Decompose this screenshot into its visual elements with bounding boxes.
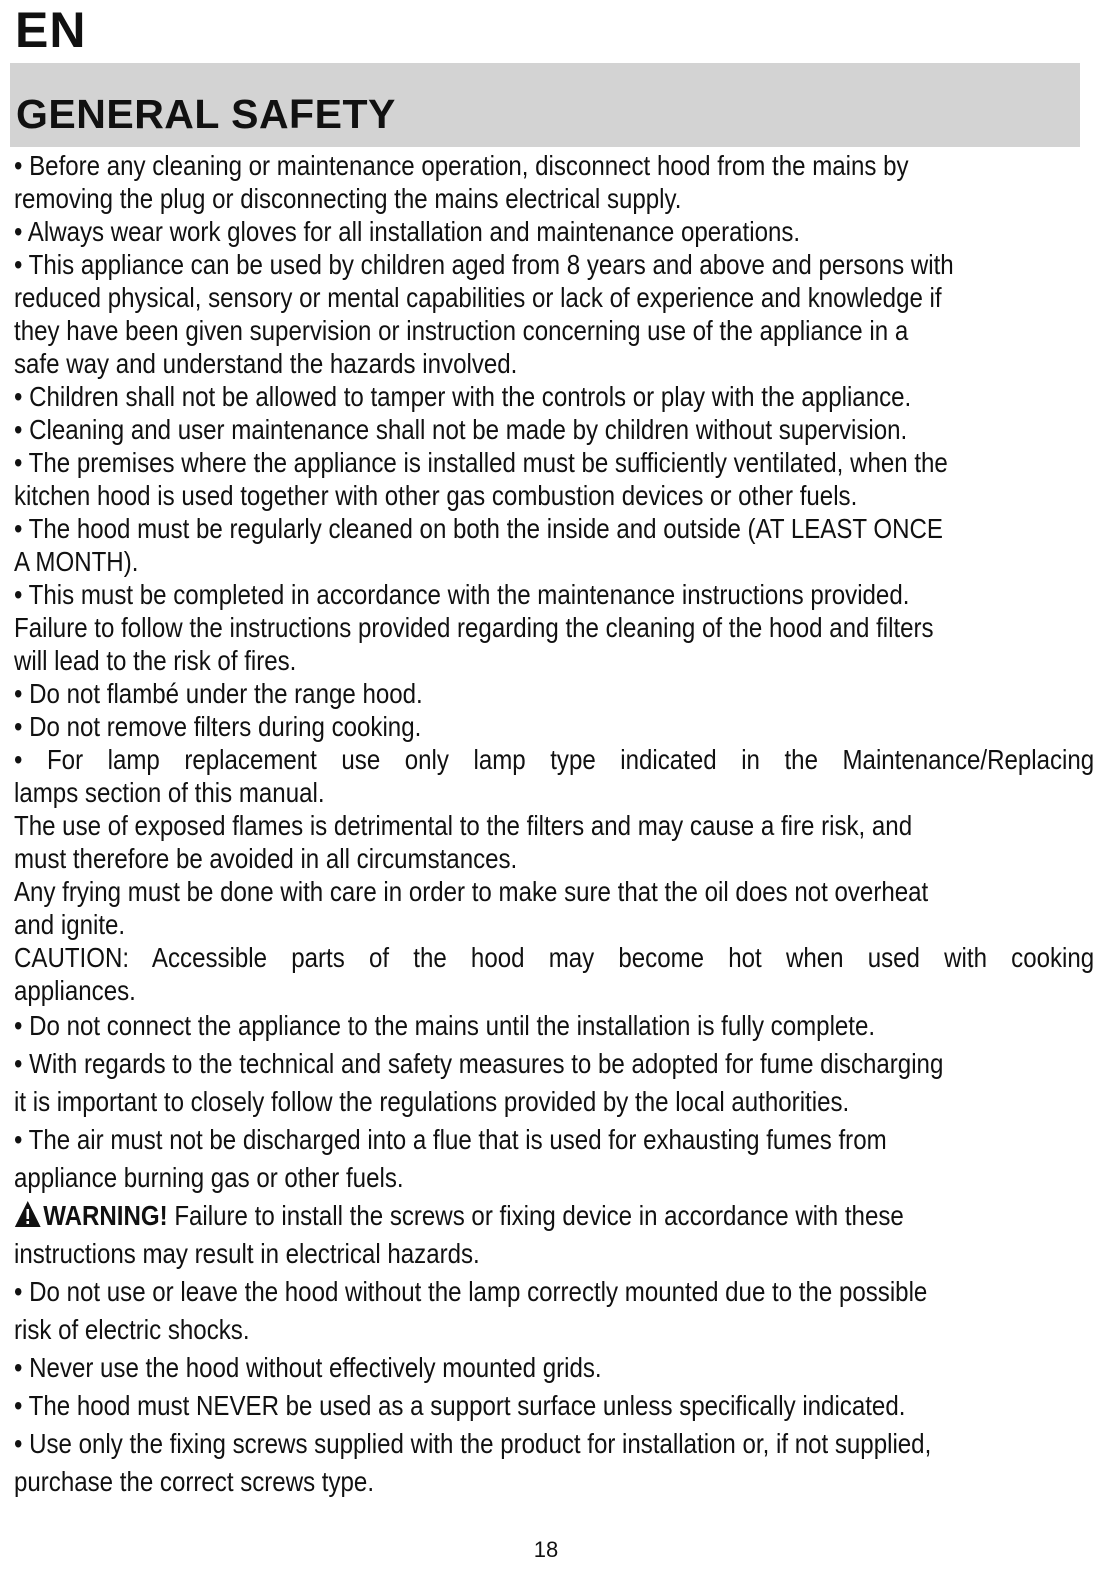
text-line: appliances. <box>14 975 136 1006</box>
text-line: • With regards to the technical and safety measures to be adopted for fume discharging <box>14 1048 944 1079</box>
text-line: • Cleaning and user maintenance shall not be made by children without supervision. <box>14 414 908 445</box>
safety-text <box>14 149 1094 1501</box>
text-line: • Before any cleaning or maintenance operation, disconnect hood from the mains by <box>14 150 909 181</box>
text-line: • The hood must NEVER be used as a support surface unless specifically indicated. <box>14 1390 906 1421</box>
text-line: • Do not use or leave the hood without the lamp correctly mounted due to the possible <box>14 1276 928 1307</box>
text-line: • The air must not be discharged into a flue that is used for exhausting fumes from <box>14 1124 887 1155</box>
text-line: kitchen hood is used together with other gas combustion devices or other fuels. <box>14 480 858 511</box>
text-line: • Do not flambé under the range hood. <box>14 678 423 709</box>
text-line: • Always wear work gloves for all installation and maintenance operations. <box>14 216 801 247</box>
text-line: • This must be completed in accordance with the maintenance instructions provided. <box>14 579 910 610</box>
text-line: • The hood must be regularly cleaned on both the inside and outside (AT LEAST ONCE <box>14 513 943 544</box>
text-line: safe way and understand the hazards involved. <box>14 348 518 379</box>
text-line: appliance burning gas or other fuels. <box>14 1162 404 1193</box>
text-line: • Never use the hood without effectively mounted grids. <box>14 1352 602 1383</box>
text-line: • Do not connect the appliance to the mains until the installation is fully complete. <box>14 1010 876 1041</box>
warning-triangle-icon <box>14 1200 42 1228</box>
text-line: must therefore be avoided in all circumstances. <box>14 843 518 874</box>
text-line: • Children shall not be allowed to tamper with the controls or play with the appliance. <box>14 381 912 412</box>
text-line: and ignite. <box>14 909 126 940</box>
section-title: GENERAL SAFETY <box>16 91 396 137</box>
text-line: lamps section of this manual. <box>14 777 325 808</box>
text-line: • This appliance can be used by children aged from 8 years and above and persons with <box>14 249 954 280</box>
text-line: it is important to closely follow the regulations provided by the local authorities. <box>14 1086 850 1117</box>
warning-line <box>14 1197 1094 1235</box>
text-line: removing the plug or disconnecting the mains electrical supply. <box>14 183 682 214</box>
text-line: • Do not remove filters during cooking. <box>14 711 422 742</box>
text-line: reduced physical, sensory or mental capabilities or lack of experience and knowledge if <box>14 282 942 313</box>
text-line: purchase the correct screws type. <box>14 1466 375 1497</box>
text-line: risk of electric shocks. <box>14 1314 250 1345</box>
text-line: instructions may result in electrical hazards. <box>14 1238 480 1269</box>
text-line: • Use only the fixing screws supplied with the product for installation or, if not supplied, <box>14 1428 932 1459</box>
section-banner <box>10 63 1080 147</box>
warning-label: WARNING! <box>43 1200 168 1231</box>
language-code: EN <box>15 2 87 58</box>
text-line: The use of exposed flames is detrimental to the filters and may cause a fire risk, and <box>14 810 913 841</box>
text-line: Failure to follow the instructions provided regarding the cleaning of the hood and filters <box>14 612 934 643</box>
page-number: 18 <box>533 1537 559 1562</box>
text-line: they have been given supervision or instruction concerning use of the appliance in a <box>14 315 909 346</box>
warning-text: Failure to install the screws or fixing device in accordance with these <box>167 1200 904 1231</box>
text-line: A MONTH). <box>14 546 139 577</box>
text-line: • For lamp replacement use only lamp type indicated in the Maintenance/Replacing <box>14 744 1095 775</box>
text-line: will lead to the risk of fires. <box>14 645 297 676</box>
text-line: CAUTION: Accessible parts of the hood may become hot when used with cooking <box>14 942 1095 973</box>
text-line: Any frying must be done with care in order to make sure that the oil does not overheat <box>14 876 929 907</box>
text-line: • The premises where the appliance is installed must be sufficiently ventilated, when the <box>14 447 948 478</box>
